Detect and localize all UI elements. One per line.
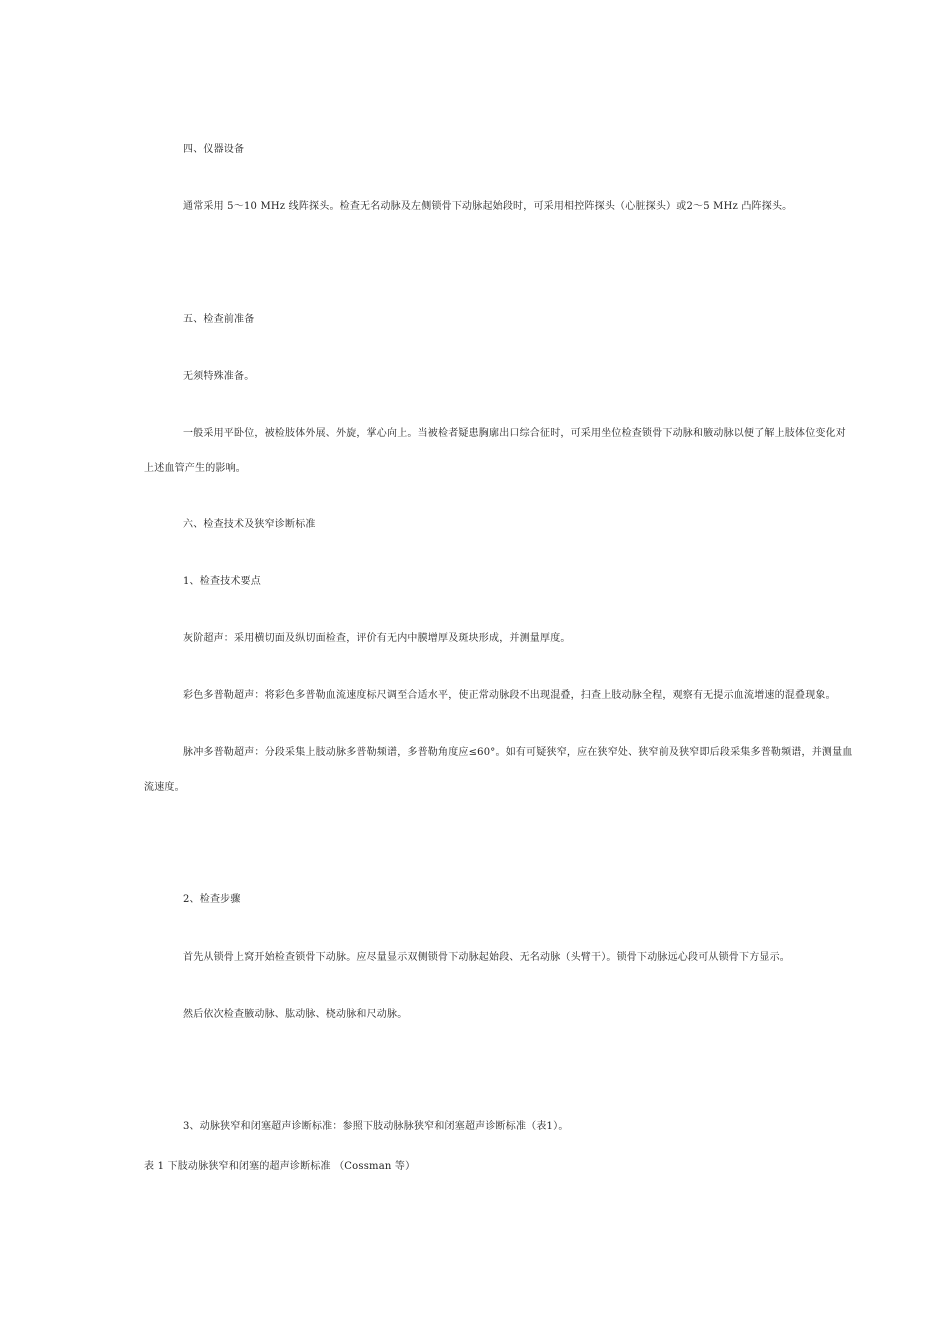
subheading-diagnostic-criteria: 3、动脉狭窄和闭塞超声诊断标准：参照下肢动脉脉狭窄和闭塞超声诊断标准（表1）。 — [183, 1121, 569, 1132]
paragraph-pulse-doppler-line-2: 流速度。 — [144, 782, 185, 793]
paragraph-pulse-doppler-line-1: 脉冲多普勒超声：分段采集上肢动脉多普勒频谱，多普勒角度应≤60°。如有可疑狭窄，应在狭窄处、狭窄前及狭窄即后段采集多普勒频谱，并测量血 — [183, 747, 853, 758]
subheading-exam-steps: 2、检查步骤 — [183, 894, 241, 905]
section-heading-instruments: 四、仪器设备 — [183, 144, 245, 155]
table-caption: 表 1 下肢动脉狭窄和闭塞的超声诊断标准 （Cossman 等） — [144, 1161, 416, 1172]
section-heading-technique: 六、检查技术及狭窄诊断标准 — [183, 519, 316, 530]
paragraph-position-line-2: 上述血管产生的影响。 — [144, 463, 246, 474]
section-heading-preparation: 五、检查前准备 — [183, 314, 255, 325]
paragraph-grayscale: 灰阶超声：采用横切面及纵切面检查，评价有无内中膜增厚及斑块形成，并测量厚度。 — [183, 633, 571, 644]
subheading-technique-points: 1、检查技术要点 — [183, 576, 261, 587]
paragraph-steps-1: 首先从锁骨上窝开始检查锁骨下动脉。应尽量显示双侧锁骨下动脉起始段、无名动脉（头臂干）。锁骨下动脉远心段可从锁骨下方显示。 — [183, 952, 790, 963]
paragraph-color-doppler: 彩色多普勒超声：将彩色多普勒血流速度标尺调至合适水平，使正常动脉段不出现混叠，扫查上肢动脉全程，观察有无提示血流增速的混叠现象。 — [183, 690, 836, 701]
paragraph-steps-2: 然后依次检查腋动脉、肱动脉、桡动脉和尺动脉。 — [183, 1009, 408, 1020]
paragraph-position-line-1: 一般采用平卧位，被检肢体外展、外旋，掌心向上。当被检者疑患胸廓出口综合征时，可采用坐位检查锁骨下动脉和腋动脉以便了解上肢体位变化对 — [183, 428, 846, 439]
paragraph-instruments: 通常采用 5～10 MHz 线阵探头。检查无名动脉及左侧锁骨下动脉起始段时，可采用相控阵探头（心脏探头）或2～5 MHz 凸阵探头。 — [183, 201, 793, 212]
paragraph-preparation: 无须特殊准备。 — [183, 371, 255, 382]
